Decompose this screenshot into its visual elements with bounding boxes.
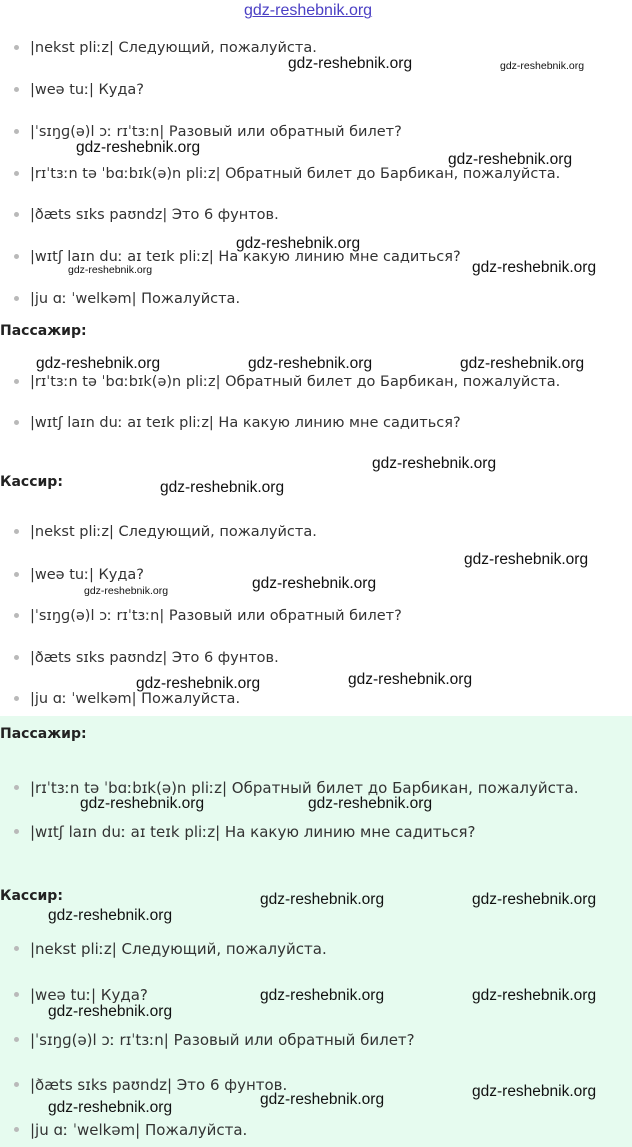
bullet-icon xyxy=(14,829,19,834)
list-item: |weə tuː| Куда? xyxy=(14,986,148,1004)
watermark: gdz-reshebnik.org xyxy=(48,1003,173,1020)
list-item: |ˈsɪŋɡ(ə)l ɔː rɪˈtɜːn| Разовый или обратный билет? xyxy=(14,608,402,624)
bullet-icon xyxy=(14,613,19,618)
bullet-icon xyxy=(14,785,19,790)
watermark: gdz-reshebnik.org xyxy=(460,355,585,372)
cashier-label: Кассир: xyxy=(0,474,63,490)
bullet-icon xyxy=(14,254,19,259)
watermark: gdz-reshebnik.org xyxy=(80,795,205,812)
list-item: |wɪtʃ laɪn duː aɪ teɪk pliːz| На какую линию мне садиться? xyxy=(14,249,461,265)
watermark: gdz-reshebnik.org xyxy=(248,355,373,372)
bullet-icon xyxy=(14,696,19,701)
watermark: gdz-reshebnik.org xyxy=(160,479,285,496)
watermark: gdz-reshebnik.org xyxy=(472,891,597,908)
watermark: gdz-reshebnik.org xyxy=(472,1083,597,1100)
watermark: gdz-reshebnik.org xyxy=(244,2,373,19)
watermark: gdz-reshebnik.org xyxy=(288,55,413,72)
watermark: gdz-reshebnik.org xyxy=(48,1099,173,1116)
cashier-label: Кассир: xyxy=(0,888,63,904)
list-item: |nekst pliːz| Следующий, пожалуйста. xyxy=(14,524,317,540)
watermark: gdz-reshebnik.org xyxy=(472,259,597,276)
bullet-icon xyxy=(14,1037,19,1042)
bullet-icon xyxy=(14,296,19,301)
passenger-label: Пассажир: xyxy=(0,726,87,742)
watermark: gdz-reshebnik.org xyxy=(464,551,589,568)
bullet-icon xyxy=(14,212,19,217)
list-item: |rɪˈtɜːn tə ˈbɑːbɪk(ə)n pliːz| Обратный билет до Барбикан, пожалуйста. xyxy=(14,374,560,390)
list-item: |nekst pliːz| Следующий, пожалуйста. xyxy=(14,940,327,958)
watermark: gdz-reshebnik.org xyxy=(448,151,573,168)
bullet-icon xyxy=(14,420,19,425)
watermark: gdz-reshebnik.org xyxy=(252,575,377,592)
list-item: |nekst pliːz| Следующий, пожалуйста. xyxy=(14,40,317,56)
list-item: |weə tuː| Куда? xyxy=(14,567,144,583)
bullet-icon xyxy=(14,1082,19,1087)
watermark: gdz-reshebnik.org xyxy=(36,355,161,372)
bullet-icon xyxy=(14,87,19,92)
watermark: gdz-reshebnik.org xyxy=(472,987,597,1004)
watermark: gdz-reshebnik.org xyxy=(260,987,385,1004)
watermark: gdz-reshebnik.org xyxy=(136,675,261,692)
watermark: gdz-reshebnik.org xyxy=(348,671,473,688)
watermark: gdz-reshebnik.org xyxy=(84,585,169,597)
list-item: |ju ɑː ˈwelkəm| Пожалуйста. xyxy=(14,291,240,307)
watermark: gdz-reshebnik.org xyxy=(260,891,385,908)
watermark: gdz-reshebnik.org xyxy=(68,264,153,276)
list-item: |ðæts sɪks paʊndz| Это 6 фунтов. xyxy=(14,1076,287,1094)
bullet-icon xyxy=(14,572,19,577)
list-item: |rɪˈtɜːn tə ˈbɑːbɪk(ə)n pliːz| Обратный билет до Барбикан, пожалуйста. xyxy=(14,779,579,797)
bullet-icon xyxy=(14,45,19,50)
watermark: gdz-reshebnik.org xyxy=(500,60,585,72)
watermark: gdz-reshebnik.org xyxy=(48,907,173,924)
list-item: |ˈsɪŋɡ(ə)l ɔː rɪˈtɜːn| Разовый или обратный билет? xyxy=(14,124,402,140)
bullet-icon xyxy=(14,1127,19,1132)
list-item: |ju ɑː ˈwelkəm| Пожалуйста. xyxy=(14,691,240,707)
bullet-icon xyxy=(14,379,19,384)
watermark: gdz-reshebnik.org xyxy=(236,235,361,252)
passenger-label: Пассажир: xyxy=(0,323,87,339)
list-item: |ðæts sɪks paʊndz| Это 6 фунтов. xyxy=(14,650,279,666)
watermark: gdz-reshebnik.org xyxy=(372,455,497,472)
list-item: |ˈsɪŋɡ(ə)l ɔː rɪˈtɜːn| Разовый или обратный билет? xyxy=(14,1031,415,1049)
list-item: |ju ɑː ˈwelkəm| Пожалуйста. xyxy=(14,1121,247,1139)
bullet-icon xyxy=(14,171,19,176)
bullet-icon xyxy=(14,992,19,997)
list-item: |rɪˈtɜːn tə ˈbɑːbɪk(ə)n pliːz| Обратный билет до Барбикан, пожалуйста. xyxy=(14,166,560,182)
list-item: |wɪtʃ laɪn duː aɪ teɪk pliːz| На какую линию мне садиться? xyxy=(14,415,461,431)
watermark: gdz-reshebnik.org xyxy=(76,139,201,156)
list-item: |wɪtʃ laɪn duː aɪ teɪk pliːz| На какую линию мне садиться? xyxy=(14,823,476,841)
list-item: |weə tuː| Куда? xyxy=(14,82,144,98)
bullet-icon xyxy=(14,655,19,660)
bullet-icon xyxy=(14,129,19,134)
bullet-icon xyxy=(14,946,19,951)
watermark: gdz-reshebnik.org xyxy=(260,1091,385,1108)
watermark: gdz-reshebnik.org xyxy=(308,795,433,812)
bullet-icon xyxy=(14,529,19,534)
list-item: |ðæts sɪks paʊndz| Это 6 фунтов. xyxy=(14,207,279,223)
